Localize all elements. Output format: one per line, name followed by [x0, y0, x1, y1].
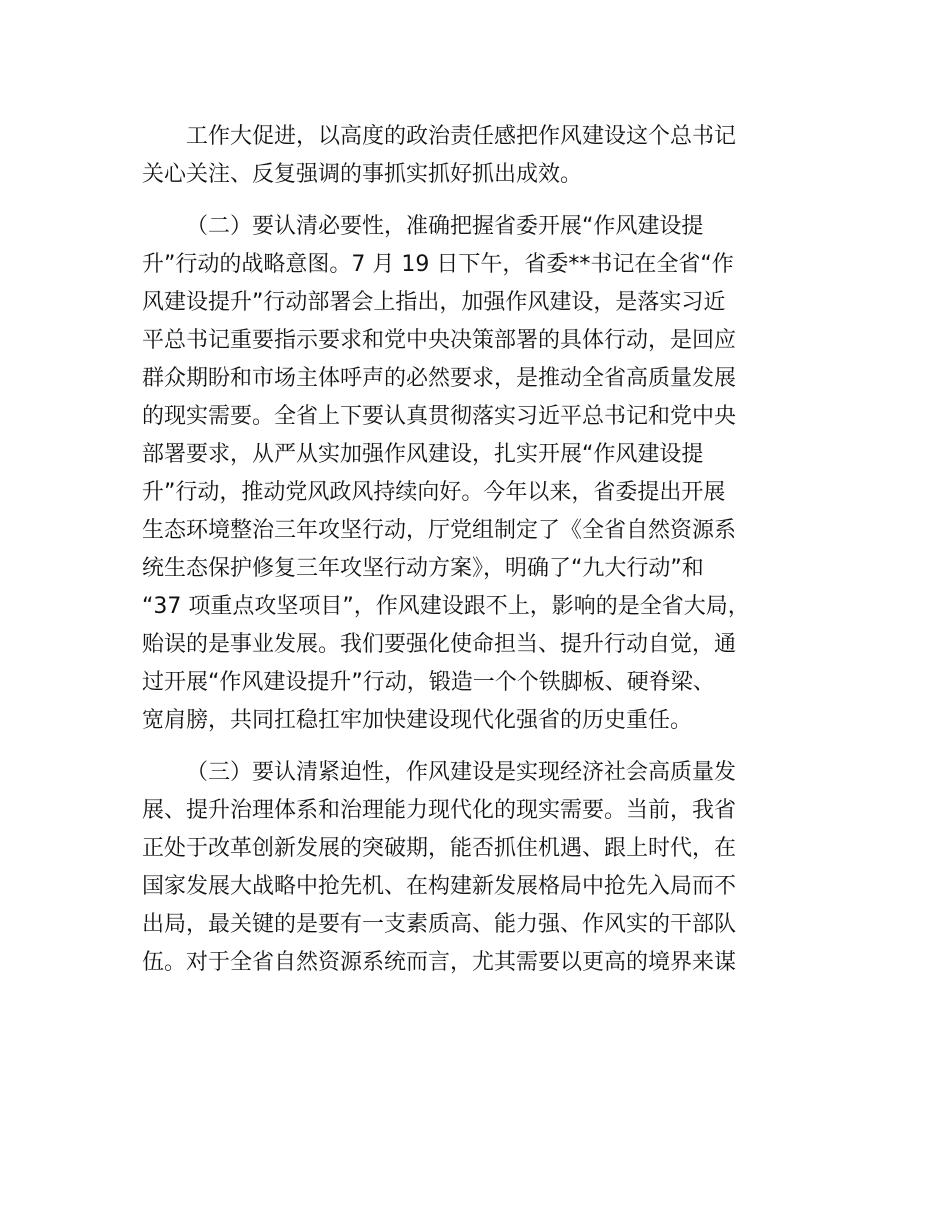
paragraph-2 [142, 208, 832, 740]
document-body [142, 118, 832, 982]
text-line: 宽肩膀，共同扛稳扛牢加快建设现代化强省的历史重任。 [142, 708, 693, 733]
text-line: 风建设提升”行动部署会上指出，加强作风建设，是落实习近 [142, 290, 726, 315]
text-line: 正处于改革创新发展的突破期，能否抓住机遇、跟上时代，在 [142, 836, 737, 861]
text-line: 过开展“作风建设提升”行动，锻造一个个铁脚板、硬脊梁、 [142, 670, 715, 695]
text-line: 部署要求，从严从实加强作风建设，扎实开展“作风建设提 [142, 442, 704, 467]
text-line: 伍。对于全省自然资源系统而言，尤其需要以更高的境界来谋 [142, 950, 737, 975]
text-line: 的现实需要。全省上下要认真贯彻落实习近平总书记和党中央 [142, 404, 737, 429]
text-line: 出局，最关键的是要有一支素质高、能力强、作风实的干部队 [142, 912, 737, 937]
text-line: 工作大促进，以高度的政治责任感把作风建设这个总书记 [186, 124, 737, 149]
text-line: 升”行动，推动党风政风持续向好。今年以来，省委提出开展 [142, 480, 726, 505]
text-line: 群众期盼和市场主体呼声的必然要求，是推动全省高质量发展 [142, 366, 737, 391]
text-line: 国家发展大战略中抢先机、在构建新发展格局中抢先入局而不 [142, 874, 737, 899]
text-line: 展、提升治理体系和治理能力现代化的现实需要。当前，我省 [142, 798, 737, 823]
text-line: 统生态保护修复三年攻坚行动方案》，明确了“九大行动”和 [142, 556, 704, 581]
text-line: 升”行动的战略意图。7 月 19 日下午，省委**书记在全省“作 [142, 252, 734, 277]
paragraph-1 [142, 118, 832, 194]
text-line: 生态环境整治三年攻坚行动，厅党组制定了《全省自然资源系 [142, 518, 737, 543]
text-line: （二）要认清必要性，准确把握省委开展“作风建设提 [186, 214, 704, 239]
text-line: 贻误的是事业发展。我们要强化使命担当、提升行动自觉，通 [142, 632, 737, 657]
text-line: （三）要认清紧迫性，作风建设是实现经济社会高质量发 [186, 760, 737, 785]
paragraph-3 [142, 754, 832, 982]
text-line: “37 项重点攻坚项目”，作风建设跟不上，影响的是全省大局， [142, 594, 750, 619]
text-line: 关心关注、反复强调的事抓实抓好抓出成效。 [142, 162, 583, 187]
text-line: 平总书记重要指示要求和党中央决策部署的具体行动，是回应 [142, 328, 737, 353]
